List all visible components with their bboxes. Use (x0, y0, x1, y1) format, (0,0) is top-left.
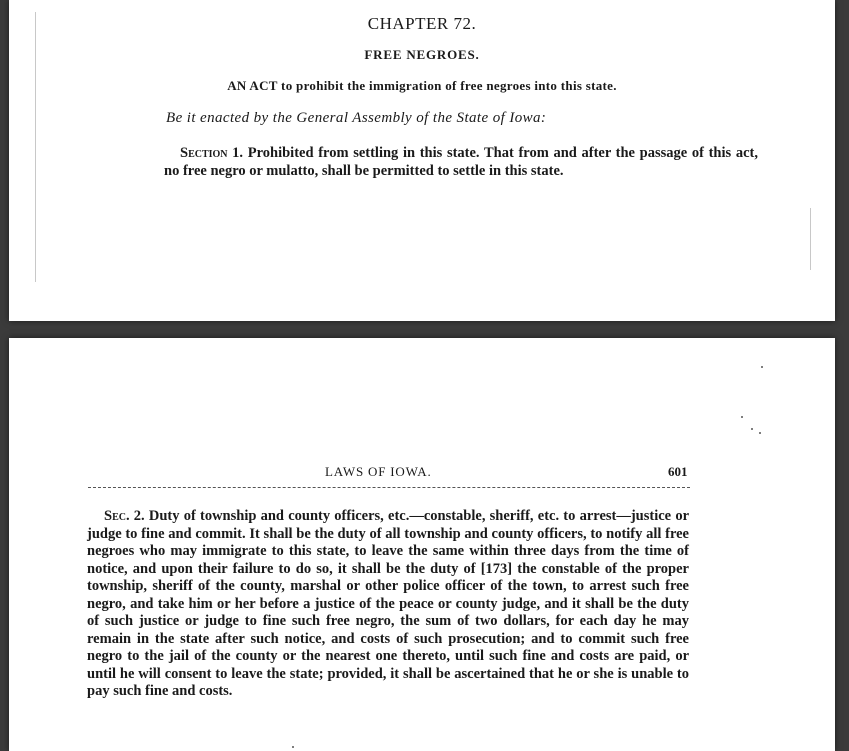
scan-speck (761, 366, 763, 368)
section-1-paragraph (164, 145, 758, 180)
document-page-2 (9, 338, 835, 751)
document-page-1 (9, 0, 835, 321)
header-rule (88, 487, 690, 488)
section-1-label: Section 1. (180, 145, 244, 161)
section-2-label: Sec. 2. (104, 508, 145, 524)
scan-speck (759, 432, 761, 434)
section-1-heading: Prohibited from settling in this state. (247, 145, 480, 161)
section-2-heading: Duty of township and county officers, etc.—constable, sheriff, etc. to arrest—justice or judge to fine and commit. (87, 508, 690, 542)
page-edge-line (810, 208, 811, 270)
scan-speck (741, 416, 743, 418)
enacting-clause: Be it enacted by the General Assembly of the State of Iowa: (166, 110, 547, 126)
page-number: 601 (668, 464, 688, 479)
scan-speck (292, 746, 294, 748)
section-2-text: It shall be the duty of all township and county officers, to notify all free negroes who may immigrate to this state, to leave the same within three days from the time of notice, and upon their failure to do so, it shall be the duty of [173] the constable of the proper township, sheriff of the county, marshal or other police officer of the town, to arrest such free negro, and take him or her before a justice of the peace or county judge, and it shall be the duty of such justice or judge to fine such free negro, the sum of two dollars, for each day he may remain in the state after such notice, and costs of such prosecution; and to commit such free negro to the jail of the county or the nearest one thereto, until such fine and costs are paid, or until he will consent to leave the state; provided, it shall be ascertained that he or she is unable to pay such fine and costs. (87, 525, 689, 699)
scan-speck (751, 428, 753, 430)
running-title: LAWS OF IOWA. (325, 464, 432, 479)
chapter-heading: CHAPTER 72. (367, 14, 477, 33)
section-1-text: That from and after the passage of this act, no free negro or mulatto, shall be permitted to settle in this state. (164, 145, 758, 179)
act-title: AN ACT to prohibit the immigration of free negroes into this state. (227, 78, 617, 93)
chapter-subtitle: FREE NEGROES. (364, 47, 480, 62)
section-2-paragraph (87, 508, 689, 701)
